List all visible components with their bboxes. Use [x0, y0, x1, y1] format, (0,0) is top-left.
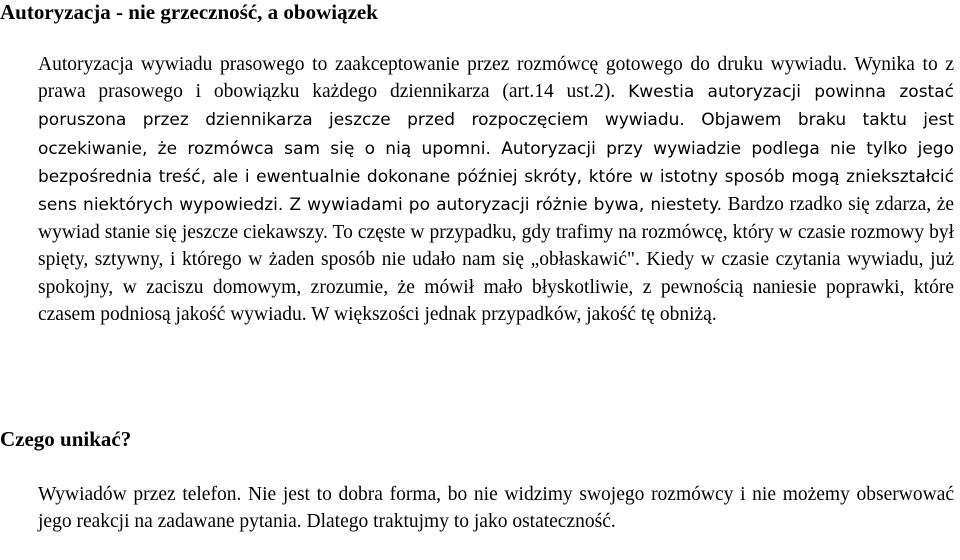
text-run: Bardzo rzadko się zdarza, że wywiad stanie się jeszcze ciekawszy. To częste w przypadku, gdy trafimy na rozmówcę, który w czasie rozmowy był spięty, sztywny, i którego w żaden sposób nie udało nam się „obłaskawić". Kiedy w czasie czytania wywiadu, już spokojny, w zaciszu domowym, zrozumie, że mówił mało błyskotliwie, z pewnością naniesie poprawki, które czasem podniosą jakość wywiadu. W większości jednak przypadków, jakość tę obniżą. [38, 194, 954, 325]
paragraph-avoid [38, 481, 954, 535]
section-heading: Czego unikać? [0, 427, 132, 451]
text-run: Autoryzacja wywiadu prasowego to zaakceptowanie przez rozmówcę gotowego do druku wywiadu. Wynika to z prawa prasowego i obowiązku każdego dziennikarza (art.14 ust.2). [38, 54, 954, 103]
document-title: Autoryzacja - nie grzeczność, a obowiązek [0, 0, 378, 24]
text-run: Kwestia autoryzacji powinna zostać poruszona przez dziennikarza jeszcze przed rozpoczęciem wywiadu. Objawem braku taktu jest oczekiwanie, że rozmówca sam się o nią upomni. Autoryzacji przy wywiadzie podlega nie tylko jego bezpośrednia treść, ale i ewentualnie dokonane później skróty, które w istotny sposób mogą zniekształcić sens niektórych wypowiedzi. Z wywiadami po autoryzacji różnie bywa, niestety. [38, 82, 954, 216]
text-run: Wywiadów przez telefon. Nie jest to dobra forma, bo nie widzimy swojego rozmówcy i nie możemy obserwować jego reakcji na zadawane pytania. Dlatego traktujmy to jako ostateczność. [38, 484, 954, 533]
paragraph-authorization [38, 51, 954, 328]
